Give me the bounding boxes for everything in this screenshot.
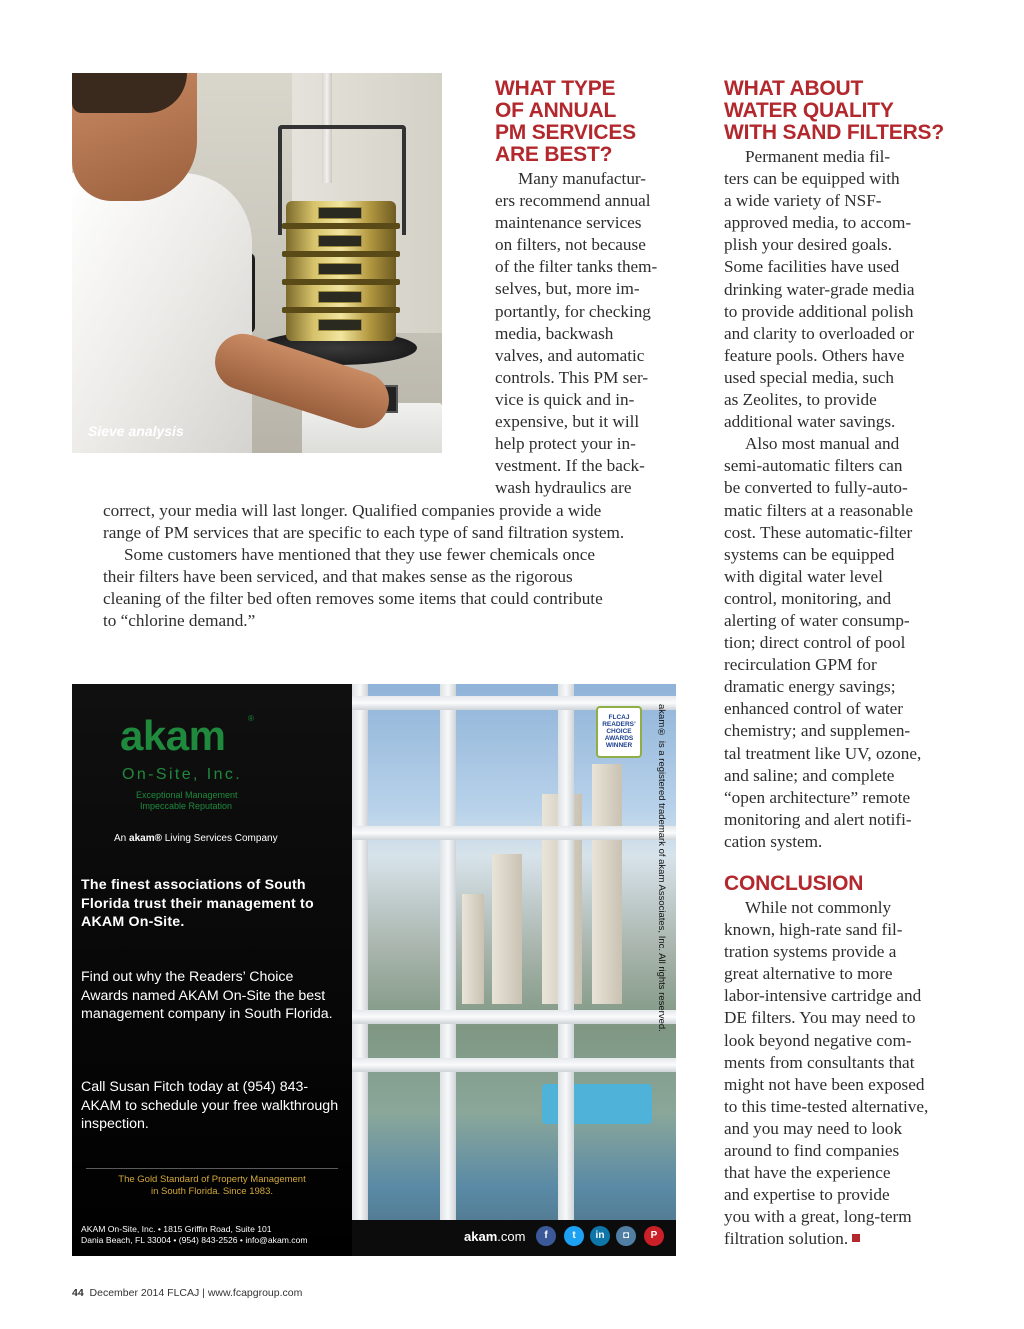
heading-line: WHAT TYPE: [495, 77, 616, 100]
akam-tagline: Impeccable Reputation: [140, 801, 233, 811]
text-line: as Zeolites, to provide: [724, 390, 877, 410]
text-line: tion; direct control of pool: [724, 633, 906, 653]
facebook-icon[interactable]: f: [536, 1226, 556, 1246]
window-frame: [352, 1010, 676, 1024]
text-line: on filters, not because: [495, 235, 646, 255]
twitter-icon[interactable]: t: [564, 1226, 584, 1246]
ad-address: [81, 1224, 308, 1246]
ad-headline: The finest associations of South Florida trust their management to AKAM On-Site.: [81, 877, 314, 930]
text-line: valves, and automatic: [495, 345, 645, 365]
sieve-label: [318, 235, 362, 247]
heading-line: PM SERVICES: [495, 121, 636, 144]
text-line: “open architecture” remote: [724, 787, 911, 807]
text-line: Some customers have mentioned that they use fewer chemicals once: [124, 545, 596, 565]
sieve-analysis-photo: [72, 73, 442, 453]
text-line: expensive, but it will: [495, 412, 640, 432]
end-of-article-mark: [852, 1234, 860, 1242]
sieve-label: [318, 319, 362, 331]
text-line: known, high-rate sand fil-: [724, 920, 903, 940]
page-number: 44: [72, 1287, 84, 1299]
text-line: drinking water-grade media: [724, 279, 915, 299]
text-line: DE filters. You may need to: [724, 1008, 916, 1028]
ad-building: [462, 894, 484, 1004]
pinterest-icon[interactable]: P: [644, 1226, 664, 1246]
text-line: maintenance services: [495, 213, 642, 233]
page-footer: [72, 1287, 302, 1299]
text-line: semi-automatic filters can: [724, 456, 903, 476]
sieve-label: [318, 207, 362, 219]
sieve-label: [318, 263, 362, 275]
ad-window-view: [352, 684, 676, 1256]
window-frame: [352, 1058, 676, 1072]
section-heading-conclusion: CONCLUSION: [724, 872, 864, 895]
ad-trademark-note: akam® is a registered trademark of akam Associates, Inc. All rights reserved.: [656, 704, 667, 1032]
footer-separator: |: [202, 1287, 205, 1299]
text-line: great alternative to more: [724, 964, 893, 984]
text-line: recirculation GPM for: [724, 655, 877, 675]
text-line: alerting of water consump-: [724, 610, 910, 630]
text-line: Permanent media fil-: [745, 147, 891, 166]
footer-site-link[interactable]: www.fcapgroup.com: [207, 1287, 303, 1299]
technician-shirt: [72, 173, 252, 453]
text-line: media, backwash: [495, 323, 614, 343]
text-line: and saline; and complete: [724, 765, 895, 785]
badge-line: CHOICE: [606, 728, 632, 735]
text-line: plish your desired goals.: [724, 235, 893, 255]
akam-advertisement[interactable]: [72, 684, 676, 1256]
text-line: be converted to fully-auto-: [724, 478, 908, 498]
sieve-ring: [282, 223, 400, 229]
section-heading-annual-pm: [495, 78, 636, 166]
text-line: of the filter tanks them-: [495, 257, 658, 277]
instagram-icon[interactable]: ◘: [616, 1226, 636, 1246]
text-line: vestment. If the back-: [495, 456, 645, 476]
window-frame: [352, 684, 368, 1256]
text-line: control, monitoring, and: [724, 588, 892, 608]
akam-subtitle: On-Site, Inc.: [122, 766, 243, 783]
akam-living-services: [114, 833, 278, 844]
text-line: dramatic energy savings;: [724, 677, 896, 697]
badge-line: AWARDS: [604, 735, 634, 742]
site-brand: akam: [464, 1229, 498, 1244]
text-line: tration systems provide a: [724, 942, 897, 962]
text-line: correct, your media will last longer. Qualified companies provide a wide: [103, 501, 602, 520]
linkedin-icon[interactable]: in: [590, 1226, 610, 1246]
sieve-ring: [282, 251, 400, 257]
text-line: with digital water level: [724, 566, 883, 586]
text-line: to this time-tested alternative,: [724, 1096, 929, 1116]
heading-line: WHAT ABOUT: [724, 77, 864, 100]
ad-body-readers-choice: Find out why the Readers’ Choice Awards named AKAM On-Site the best management company in South Florida.: [81, 969, 333, 1022]
text-line: chemistry; and supplemen-: [724, 721, 911, 741]
photo-caption: Sieve analysis: [88, 423, 184, 439]
text-line: and you may need to look: [724, 1118, 903, 1138]
text-line: ments from consultants that: [724, 1052, 915, 1072]
text-line-last: [724, 1228, 974, 1250]
text-line: ters can be equipped with: [724, 169, 900, 189]
text-line: cation system.: [724, 831, 823, 851]
text-line: cost. These automatic-filter: [724, 522, 913, 542]
site-tld: .com: [497, 1229, 526, 1244]
gold-line: The Gold Standard of Property Management: [118, 1174, 306, 1185]
heading-line: WATER QUALITY: [724, 99, 894, 122]
text-line: feature pools. Others have: [724, 345, 905, 365]
text-line: vice is quick and in-: [495, 389, 635, 409]
text-line: to “chlorine demand.”: [103, 611, 256, 631]
readers-choice-badge: [596, 706, 642, 758]
text-line: Some facilities have used: [724, 257, 900, 277]
text-line: a wide variety of NSF-: [724, 191, 882, 211]
text-line: you with a great, long-term: [724, 1207, 912, 1227]
ad-body-call: Call Susan Fitch today at (954) 843-AKAM to schedule your free walkthrough inspection.: [81, 1079, 339, 1132]
text-line: and clarity to overloaded or: [724, 323, 914, 343]
window-frame: [440, 684, 456, 1256]
text-line: used special media, such: [724, 367, 894, 387]
heading-line: ARE BEST?: [495, 143, 613, 166]
ad-divider: [86, 1168, 338, 1169]
badge-line: WINNER: [605, 742, 633, 749]
sieve-ring: [282, 279, 400, 285]
akam-logo: akam: [120, 712, 226, 759]
text-line: might not have been exposed: [724, 1074, 925, 1094]
text-line: While not commonly: [745, 898, 892, 917]
akam-website-link[interactable]: [464, 1229, 525, 1244]
footer-issue: December 2014 FLCAJ: [89, 1287, 200, 1299]
address-line: Dania Beach, FL 33004 • (954) 843-2526 • info@akam.com: [81, 1235, 308, 1245]
text-line: look beyond negative com-: [724, 1030, 912, 1050]
living-suffix: Living Services Company: [161, 833, 278, 844]
window-frame: [352, 826, 676, 840]
akam-tagline: Exceptional Management: [136, 790, 238, 800]
text-line: their filters have been serviced, and that makes sense as the rigorous: [103, 567, 573, 587]
text-line: help protect your in-: [495, 434, 636, 454]
text-line: systems can be equipped: [724, 544, 895, 564]
gold-line: in South Florida. Since 1983.: [151, 1186, 273, 1197]
text-line: to provide additional polish: [724, 301, 914, 321]
text-line: cleaning of the filter bed often removes some items that could contribute: [103, 589, 603, 609]
text-line: additional water savings.: [724, 412, 896, 432]
text-line: and expertise to provide: [724, 1185, 890, 1205]
conclusion-text: [724, 897, 974, 1251]
window-frame: [558, 684, 574, 1256]
living-prefix: An: [114, 833, 130, 844]
heading-line: OF ANNUAL: [495, 99, 617, 122]
sieve-label: [318, 291, 362, 303]
ad-gold-standard: [72, 1174, 352, 1198]
text-line: that have the experience: [724, 1163, 891, 1183]
heading-line: WITH SAND FILTERS?: [724, 121, 944, 144]
living-brand: akam®: [129, 833, 162, 844]
text-line: filtration solution.: [724, 1229, 849, 1249]
section-heading-water-quality: [724, 78, 944, 144]
text-line: tal treatment like UV, ozone,: [724, 743, 922, 763]
text-line: wash hydraulics are: [495, 478, 632, 498]
text-line: Many manufactur-: [518, 169, 647, 188]
text-line: controls. This PM ser-: [495, 367, 649, 387]
text-line: matic filters at a reasonable: [724, 500, 913, 520]
sieve-ring: [282, 307, 400, 313]
text-line: monitoring and alert notifi-: [724, 809, 912, 829]
annual-pm-text-wide: [103, 500, 688, 633]
badge-line: FLCAJ: [608, 714, 630, 721]
text-line: selves, but, more im-: [495, 279, 640, 299]
text-line: approved media, to accom-: [724, 213, 912, 233]
text-line: portantly, for checking: [495, 301, 651, 321]
text-line: labor-intensive cartridge and: [724, 986, 922, 1006]
akam-logo-reg: ®: [248, 714, 254, 723]
badge-line: READERS’: [602, 721, 636, 728]
text-line: Also most manual and: [745, 434, 900, 454]
annual-pm-text-narrow: [495, 168, 710, 499]
text-line: range of PM services that are specific to each type of sand filtration system.: [103, 523, 625, 543]
text-line: ers recommend annual: [495, 191, 651, 211]
water-quality-text: [724, 146, 974, 853]
address-line: AKAM On-Site, Inc. • 1815 Griffin Road, Suite 101: [81, 1224, 272, 1234]
ad-building: [592, 764, 622, 1004]
text-line: around to find companies: [724, 1141, 900, 1161]
ad-building: [492, 854, 522, 1004]
text-line: enhanced control of water: [724, 699, 903, 719]
